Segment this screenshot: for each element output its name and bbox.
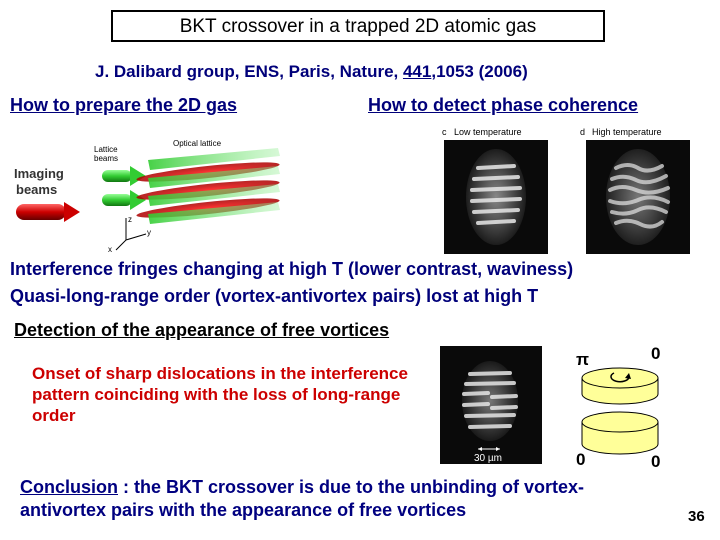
left-heading: How to prepare the 2D gas bbox=[10, 95, 238, 115]
high-temperature-image bbox=[586, 140, 690, 254]
imaging-beam-icon bbox=[16, 202, 80, 222]
disk-label-top-left: π bbox=[576, 350, 590, 369]
scale-bar-label: 30 µm bbox=[474, 453, 502, 464]
citation-volume: 441 bbox=[402, 62, 432, 81]
lattice-beam-upper-icon bbox=[102, 166, 146, 186]
slide-title-text: BKT crossover in a trapped 2D atomic gas bbox=[179, 16, 537, 37]
slide-title bbox=[111, 10, 605, 42]
dislocation-image bbox=[440, 346, 542, 464]
citation-text-before: J. Dalibard group, ENS, Paris, Nature, bbox=[95, 62, 403, 81]
lattice-label-1: Lattice bbox=[94, 145, 118, 154]
panel-d-letter: d bbox=[580, 127, 586, 137]
panel-c-label: Low temperature bbox=[454, 127, 522, 137]
disk-label-top-right: 0 bbox=[651, 344, 661, 363]
axis-x-label: x bbox=[108, 245, 112, 254]
interference-figure bbox=[440, 124, 704, 256]
onset-text: Onset of sharp dislocations in the interference pattern coinciding with the loss of long-range order bbox=[32, 364, 408, 425]
citation bbox=[95, 62, 528, 82]
panel-d-label: High temperature bbox=[592, 127, 662, 137]
imaging-label-2: beams bbox=[16, 182, 58, 197]
axis-z-label: z bbox=[128, 215, 132, 224]
optical-lattice-label: Optical lattice bbox=[173, 139, 222, 148]
axis-y-label: y bbox=[147, 228, 151, 237]
conclusion-lead: Conclusion bbox=[20, 477, 118, 497]
disk-label-bottom-left: 0 bbox=[576, 450, 586, 469]
imaging-label-1: Imaging bbox=[14, 166, 64, 181]
citation-text-after: ,1053 (2006) bbox=[431, 62, 528, 81]
bottom-disk bbox=[582, 412, 658, 454]
disk-label-bottom-right: 0 bbox=[651, 452, 661, 471]
conclusion bbox=[20, 476, 660, 522]
low-temperature-image bbox=[444, 140, 548, 254]
panel-c-letter: c bbox=[442, 127, 447, 137]
right-heading: How to detect phase coherence bbox=[368, 95, 639, 115]
setup-figure bbox=[8, 122, 290, 254]
conclusion-text: : the BKT crossover is due to the unbinding of vortex-antivortex pairs with the appearance of free vortices bbox=[20, 477, 585, 520]
lattice-beam-lower-icon bbox=[102, 190, 146, 210]
statement-line-2: Quasi-long-range order (vortex-antivortex pairs) lost at high T bbox=[10, 286, 539, 306]
lattice-planes bbox=[136, 148, 280, 224]
lattice-label-2: beams bbox=[94, 154, 119, 163]
page-number: 36 bbox=[688, 508, 705, 525]
detection-heading: Detection of the appearance of free vortices bbox=[14, 320, 390, 340]
phase-disks-diagram bbox=[580, 364, 660, 464]
statement-line-1: Interference fringes changing at high T (lower contrast, waviness) bbox=[10, 259, 574, 279]
top-disk bbox=[582, 368, 658, 404]
